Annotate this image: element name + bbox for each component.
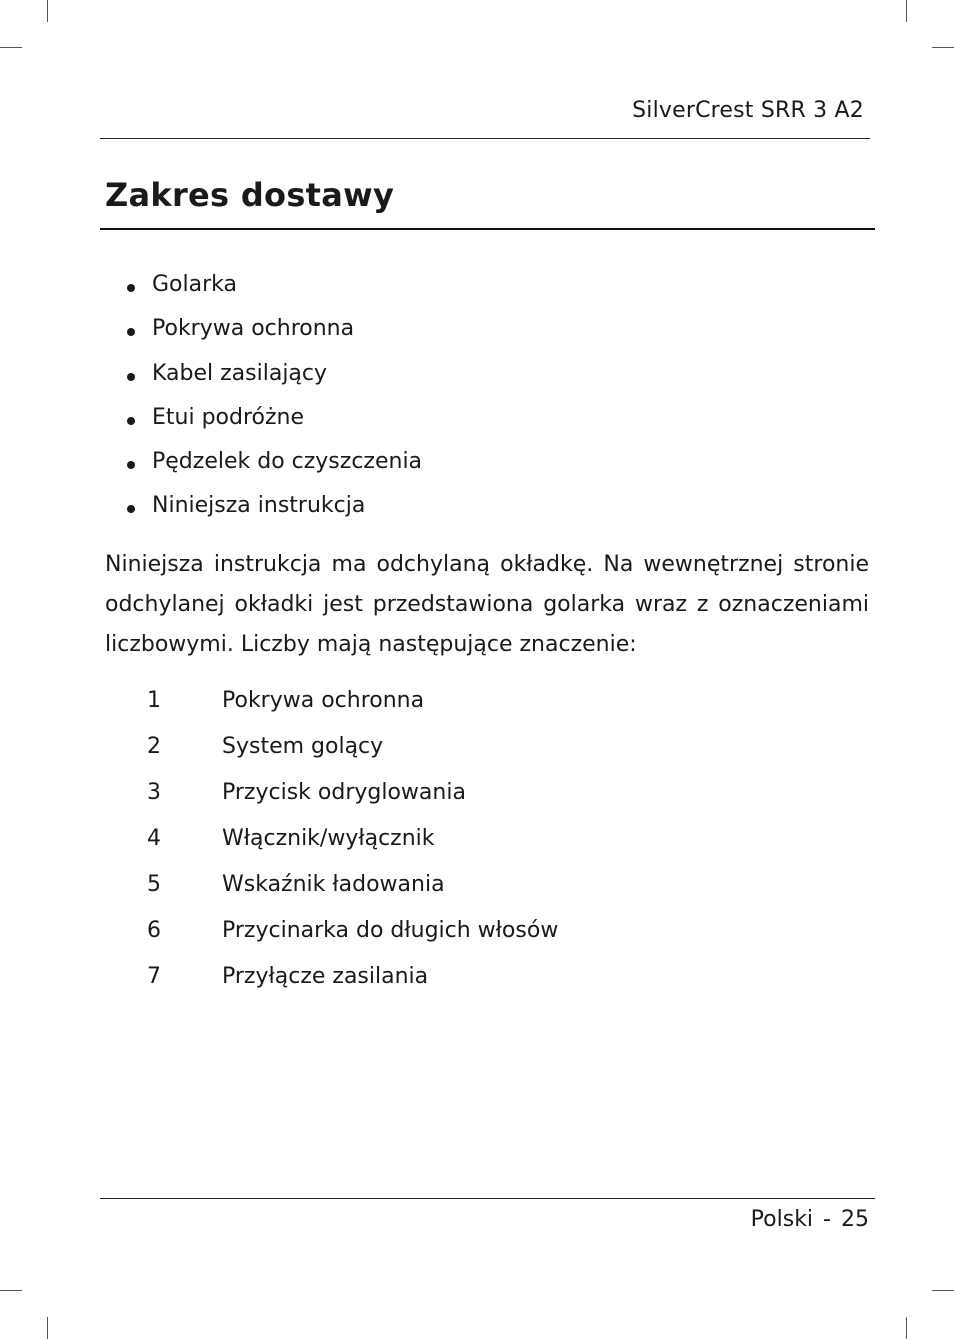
list-item-label: Pędzelek do czyszczenia — [152, 449, 423, 475]
crop-mark — [47, 1317, 48, 1339]
list-item-label: Niniejsza instrukcja — [152, 493, 366, 519]
legend-number: 5 — [147, 872, 161, 897]
list-item — [127, 405, 422, 449]
list-item — [127, 493, 422, 537]
bullet-icon — [127, 284, 135, 292]
crop-mark — [47, 0, 48, 22]
crop-mark — [932, 47, 954, 48]
list-item-label: Pokrywa ochronna — [152, 316, 355, 342]
legend-number: 1 — [147, 688, 161, 713]
page-footer — [751, 1207, 869, 1232]
legend-label: Pokrywa ochronna — [222, 688, 425, 713]
list-item — [127, 272, 422, 316]
legend-label: Wskaźnik ładowania — [222, 872, 445, 897]
legend-label: Przycinarka do długich włosów — [222, 918, 559, 943]
bullet-icon — [127, 505, 135, 513]
legend-number: 2 — [147, 734, 161, 759]
page-number: 25 — [841, 1207, 869, 1232]
header-divider — [100, 138, 870, 139]
parts-legend — [147, 688, 558, 1010]
legend-number: 6 — [147, 918, 161, 943]
footer-separator: - — [823, 1207, 831, 1232]
delivery-list — [127, 272, 422, 538]
body-paragraph: Niniejsza instrukcja ma odchylaną okładkę. Na wewnętrznej stronie odchylanej okładki jest przedstawiona golarka wraz z oznaczeniami liczbowymi. Liczby mają następujące znaczenie: — [105, 552, 869, 657]
legend-row — [147, 918, 558, 964]
legend-number: 7 — [147, 964, 161, 989]
section-title: Zakres dostawy — [105, 176, 395, 214]
legend-label: System golący — [222, 734, 384, 759]
legend-row — [147, 964, 558, 1010]
list-item — [127, 361, 422, 405]
crop-mark — [906, 1317, 907, 1339]
legend-number: 3 — [147, 780, 161, 805]
legend-label: Przycisk odryglowania — [222, 780, 466, 805]
footer-divider — [100, 1198, 875, 1199]
legend-label: Przyłącze zasilania — [222, 964, 429, 989]
crop-mark — [932, 1290, 954, 1291]
legend-row — [147, 872, 558, 918]
crop-mark — [0, 47, 22, 48]
list-item-label: Golarka — [152, 272, 237, 297]
legend-row — [147, 734, 558, 780]
bullet-icon — [127, 328, 135, 336]
crop-mark — [906, 0, 907, 22]
bullet-icon — [127, 461, 135, 469]
bullet-icon — [127, 373, 135, 381]
list-item — [127, 316, 422, 360]
bullet-icon — [127, 417, 135, 425]
list-item-label: Kabel zasilający — [152, 360, 328, 386]
section-divider — [100, 228, 875, 230]
legend-row — [147, 780, 558, 826]
crop-mark — [0, 1290, 22, 1291]
legend-number: 4 — [147, 826, 161, 851]
list-item-label: Etui podróżne — [152, 404, 305, 430]
legend-row — [147, 826, 558, 872]
footer-language: Polski — [750, 1207, 814, 1232]
header-product-title: SilverCrest SRR 3 A2 — [632, 98, 864, 123]
legend-label: Włącznik/wyłącznik — [222, 826, 435, 851]
list-item — [127, 449, 422, 493]
legend-row — [147, 688, 558, 734]
